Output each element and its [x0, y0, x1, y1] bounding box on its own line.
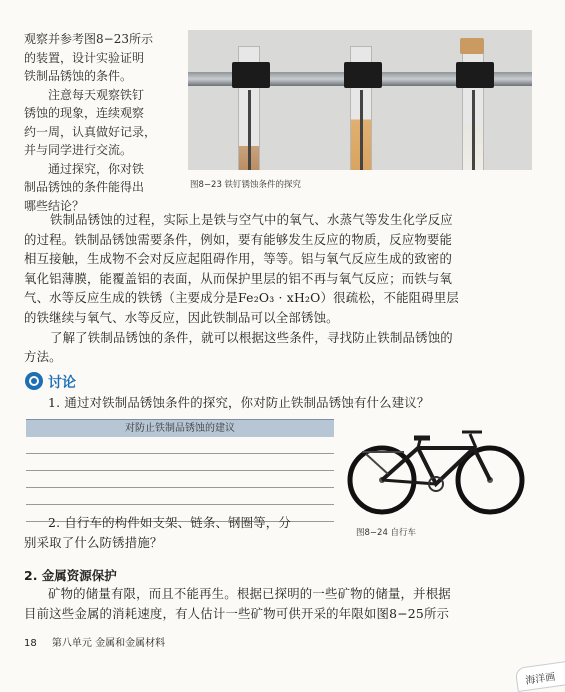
intro-line: 并与同学进行交流。 [24, 143, 133, 157]
test-tube-photo-1 [188, 30, 308, 170]
discussion-question-1: 1. 通过对铁制品锈蚀条件的探究，你对防止铁制品锈蚀有什么建议？ [48, 395, 430, 410]
intro-text [24, 30, 174, 215]
test-tube-photo-3 [412, 30, 532, 170]
text-line: 了解了铁制品锈蚀的条件，就可以根据这些条件，寻找防止铁制品锈蚀的 [50, 329, 453, 345]
intro-line: 注意每天观察铁钉 [48, 87, 145, 102]
discussion-title: 讨论 [48, 375, 76, 391]
intro-line: 铁制品锈蚀的条件。 [24, 69, 133, 83]
bicycle-image [344, 418, 528, 518]
blank-row [26, 488, 334, 505]
cork-stopper [460, 38, 484, 54]
text-line: 氧化铝薄膜，能覆盖铝的表面，从而保护里层的铝不再与氧气反应；而铁与氧 [24, 270, 453, 286]
page-number: 18 [24, 638, 37, 649]
paragraph-rust-process [24, 210, 544, 367]
text-line: 的铁继续与氧气、水等反应，因此铁制品可以全部锈蚀。 [24, 309, 339, 325]
section-title: 2. 金属资源保护 [24, 568, 117, 583]
text-line: 目前这些金属的消耗速度，有人估计一些矿物可供开采的年限如图8−25所示 [24, 605, 450, 621]
text-line: 方法。 [24, 349, 62, 365]
discussion-icon [24, 371, 44, 395]
blank-row [26, 471, 334, 488]
intro-line: 约一周，认真做好记录， [24, 124, 157, 139]
text-line: 气、水等反应生成的铁锈（主要成分是Fe₂O₃ · xH₂O）很疏松，不能阻碍里层 [24, 290, 460, 306]
intro-line: 锈蚀的现象，连续观察 [24, 106, 145, 120]
blank-row [26, 437, 334, 454]
suggestion-table [26, 419, 334, 522]
intro-line: 的装置，设计实验证明 [24, 50, 145, 65]
text-line: 的过程。铁制品锈蚀需要条件，例如，要有能够发生反应的物质，反应物要能 [24, 231, 453, 247]
intro-line: 制品锈蚀的条件能得出 [24, 180, 145, 194]
text-line: 别采取了什么防锈措施？ [24, 534, 163, 550]
section-text [24, 584, 544, 623]
test-tube-photo-2 [300, 30, 420, 170]
table-header: 对防止铁制品锈蚀的建议 [26, 419, 334, 437]
intro-line: 哪些结论？ [24, 198, 85, 213]
text-line: 相互接触，生成物不会对反应起阻碍作用，等等。铝与氧气反应生成的致密的 [24, 251, 453, 267]
discussion-question-2 [24, 513, 344, 552]
unit-title: 第八单元 金属和金属材料 [51, 638, 166, 649]
intro-line: 观察并参考图8−23所示 [24, 32, 153, 46]
figure-8-23-caption: 图8−23 铁钉锈蚀条件的探究 [190, 180, 302, 190]
text-line: 2. 自行车的构件如支架、链条、钢圈等，分 [48, 515, 291, 530]
text-line: 矿物的储量有限，而且不能再生。根据已探明的一些矿物的储量，并根据 [48, 586, 451, 601]
page-footer [24, 634, 165, 649]
corner-tab[interactable]: 海洋画 [515, 660, 565, 692]
figure-8-24-caption: 图8−24 自行车 [356, 528, 417, 538]
intro-line: 通过探究，你对铁 [48, 161, 145, 176]
blank-row [26, 454, 334, 471]
text-line: 铁制品锈蚀的过程，实际上是铁与空气中的氧气、水蒸气等发生化学反应 [50, 212, 453, 227]
